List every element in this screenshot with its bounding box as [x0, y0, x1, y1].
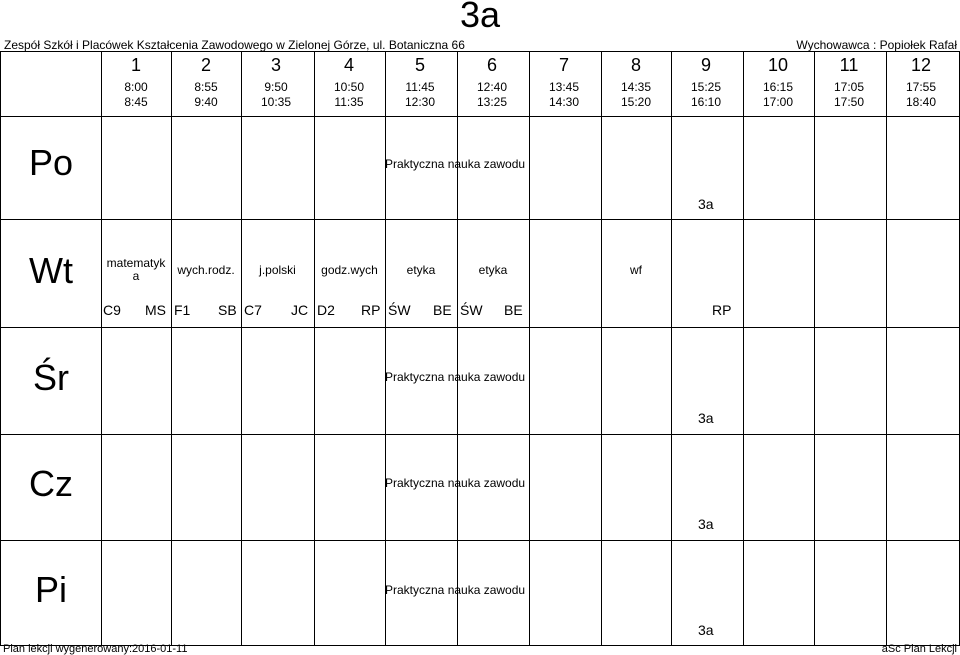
period-number: 2 — [200, 55, 211, 75]
grid-line — [601, 52, 602, 645]
grid-line — [171, 52, 172, 645]
class-title: 3a — [459, 0, 501, 35]
software-brand: aSc Plan Lekcji — [881, 643, 957, 655]
lesson-room: F1 — [174, 302, 191, 318]
grid-line — [814, 52, 815, 645]
grid-line — [241, 52, 242, 645]
period-time: 10:50 11:35 — [333, 80, 365, 109]
grid-line — [101, 52, 102, 645]
grid-line — [671, 52, 672, 645]
lesson-teacher: SB — [218, 302, 237, 318]
period-number: 1 — [130, 55, 141, 75]
day-thursday: Cz — [29, 463, 73, 504]
period-time: 8:00 8:45 — [124, 80, 148, 109]
timetable-grid — [0, 51, 960, 646]
lesson-room: D2 — [317, 302, 335, 318]
grid-line — [1, 540, 959, 541]
grid-line — [1, 327, 959, 328]
period-number: 7 — [558, 55, 569, 75]
day-wednesday: Śr — [33, 357, 69, 398]
period-number: 4 — [343, 55, 354, 75]
period-time: 16:15 17:00 — [762, 80, 794, 109]
lesson-teacher: RP — [712, 302, 732, 318]
generated-date: Plan lekcji wygenerowany:2016-01-11 — [3, 643, 188, 655]
period-number: 8 — [630, 55, 641, 75]
grid-line — [529, 52, 530, 645]
lesson-class: 3a — [698, 516, 714, 532]
period-time: 9:50 10:35 — [260, 80, 292, 109]
day-tuesday: Wt — [29, 250, 73, 291]
lesson-teacher: BE — [433, 302, 452, 318]
day-monday: Po — [28, 142, 74, 183]
grid-line — [314, 52, 315, 645]
grid-line — [1, 434, 959, 435]
lesson-subject: etyka — [478, 263, 508, 277]
lesson-subject: wf — [630, 263, 642, 277]
lesson-subject: etyka — [406, 263, 436, 277]
period-time: 17:55 18:40 — [905, 80, 937, 109]
lesson-subject: Praktyczna nauka zawodu — [385, 370, 526, 384]
grid-line — [886, 52, 887, 645]
grid-line — [1, 116, 959, 117]
lesson-teacher: RP — [361, 302, 381, 318]
lesson-teacher: MS — [145, 302, 166, 318]
period-number: 9 — [700, 55, 711, 75]
period-time: 8:55 9:40 — [194, 80, 218, 109]
lesson-subject: matematyk a — [106, 256, 166, 283]
lesson-room: C9 — [103, 302, 121, 318]
period-time: 15:25 16:10 — [690, 80, 722, 109]
homeroom-teacher: Wychowawca : Popiołek Rafał — [796, 38, 957, 52]
period-number: 11 — [839, 55, 859, 75]
lesson-room: ŚW — [388, 302, 411, 318]
school-name: Zespół Szkół i Placówek Kształcenia Zawodowego w Zielonej Górze, ul. Botaniczna 66 — [4, 38, 465, 52]
lesson-subject: wych.rodz. — [177, 263, 235, 277]
grid-line — [457, 52, 458, 645]
period-time: 11:45 12:30 — [404, 80, 436, 109]
lesson-room: C7 — [244, 302, 262, 318]
lesson-subject: Praktyczna nauka zawodu — [385, 476, 526, 490]
period-time: 14:35 15:20 — [620, 80, 652, 109]
lesson-subject: Praktyczna nauka zawodu — [385, 157, 526, 171]
day-friday: Pi — [34, 569, 67, 610]
period-number: 12 — [910, 55, 932, 75]
period-number: 6 — [486, 55, 497, 75]
grid-line — [1, 219, 959, 220]
lesson-teacher: JC — [291, 302, 309, 318]
period-number: 5 — [414, 55, 425, 75]
period-time: 12:40 13:25 — [476, 80, 508, 109]
lesson-subject: j.polski — [259, 263, 296, 277]
lesson-class: 3a — [698, 622, 714, 638]
grid-line — [743, 52, 744, 645]
lesson-room: ŚW — [460, 302, 483, 318]
period-number: 3 — [270, 55, 281, 75]
lesson-subject: godz.wych — [321, 263, 378, 277]
period-time: 17:05 17:50 — [833, 80, 865, 109]
period-number: 10 — [767, 55, 789, 75]
lesson-class: 3a — [698, 410, 714, 426]
lesson-teacher: BE — [504, 302, 523, 318]
lesson-class: 3a — [698, 196, 714, 212]
period-time: 13:45 14:30 — [548, 80, 580, 109]
lesson-subject: Praktyczna nauka zawodu — [385, 583, 526, 597]
grid-line — [385, 52, 386, 645]
